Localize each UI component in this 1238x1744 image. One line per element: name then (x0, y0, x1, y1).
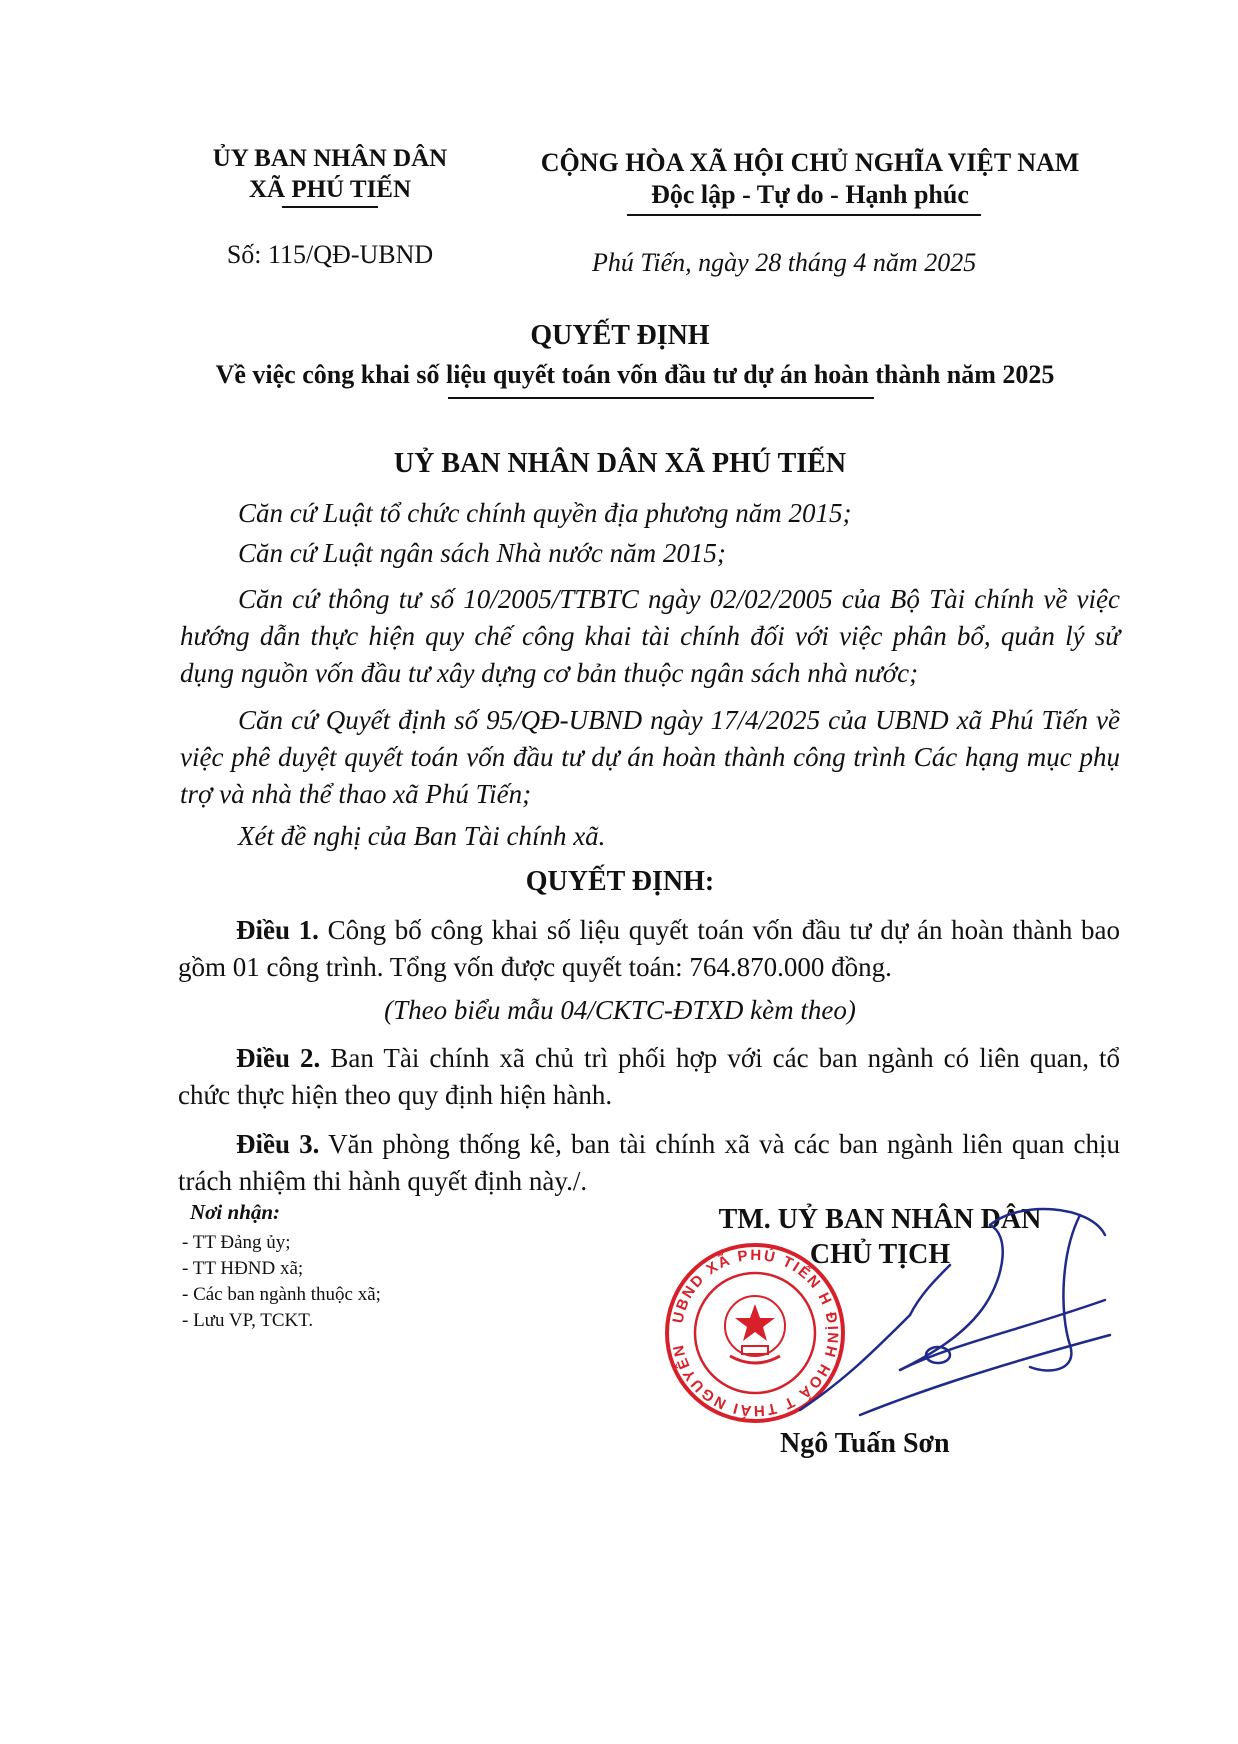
attachment-note: (Theo biểu mẫu 04/CKTC-ĐTXD kèm theo) (384, 995, 856, 1025)
basis-2: Căn cứ Luật ngân sách Nhà nước năm 2015; (238, 538, 726, 568)
recipient-item: - TT HĐND xã; (182, 1258, 304, 1279)
article-3-text: Văn phòng thống kê, ban tài chính xã và các ban ngành liên quan chịu trách nhiệm thi hành quyết định này./. (178, 1129, 1120, 1196)
recipient-item: - Lưu VP, TCKT. (182, 1310, 314, 1331)
national-title: CỘNG HÒA XÃ HỘI CHỦ NGHĨA VIỆT NAM (540, 148, 1080, 177)
svg-text:UBND XÃ PHÚ TIẾN H ĐỊNH HOÁ T: UBND XÃ PHÚ TIẾN H ĐỊNH HOÁ T THÁI NGUYÊN (669, 1246, 842, 1420)
signer-name: Ngô Tuấn Sơn (780, 1428, 950, 1459)
signer-position: CHỦ TỊCH (809, 1239, 951, 1270)
handwritten-signature-icon (760, 1195, 1120, 1455)
basis-1: Căn cứ Luật tổ chức chính quyền địa phương năm 2015; (238, 498, 852, 528)
subtitle-underline (448, 397, 874, 399)
signer-title: TM. UỶ BAN NHÂN DÂN (718, 1204, 1042, 1235)
agency-name: ỦY BAN NHÂN DÂN (212, 145, 448, 172)
agency-underline (282, 206, 378, 208)
document-title: QUYẾT ĐỊNH (530, 320, 710, 351)
article-3-label: Điều 3. (236, 1129, 320, 1159)
issuing-authority: UỶ BAN NHÂN DÂN XÃ PHÚ TIẾN (393, 448, 847, 479)
recipient-item: - Các ban ngành thuộc xã; (182, 1284, 381, 1305)
document-subtitle: Về việc công khai số liệu quyết toán vốn đầu tư dự án hoàn thành năm 2025 (215, 360, 1055, 389)
motto-underline (627, 214, 981, 216)
article-1-label: Điều 1. (236, 915, 319, 945)
national-motto: Độc lập - Tự do - Hạnh phúc (651, 180, 969, 209)
basis-4: Căn cứ Quyết định số 95/QĐ-UBND ngày 17/4/2025 của UBND xã Phú Tiến về việc phê duyệt quyết toán vốn đầu tư dự án hoàn thành công trình Các hạng mục phụ trợ và nhà thể thao xã Phú Tiến; (180, 705, 1120, 809)
agency-commune: XÃ PHÚ TIẾN (248, 176, 412, 203)
decision-heading: QUYẾT ĐỊNH: (525, 866, 715, 897)
basis-3: Căn cứ thông tư số 10/2005/TTBTC ngày 02/02/2005 của Bộ Tài chính về việc hướng dẫn thực hiện quy chế công khai tài chính đối với việc phân bổ, quản lý sử dụng nguồn vốn đầu tư xây dựng cơ bản thuộc ngân sách nhà nước; (180, 584, 1120, 688)
article-1-text: Công bố công khai số liệu quyết toán vốn đầu tư dự án hoàn thành bao gồm 01 công trình. Tổng vốn được quyết toán: 764.870.000 đồng. (178, 915, 1120, 982)
article-2-text: Ban Tài chính xã chủ trì phối hợp với các ban ngành có liên quan, tổ chức thực hiện theo quy định hiện hành. (178, 1043, 1120, 1110)
article-2 (178, 1040, 1120, 1114)
recipients-list (182, 1230, 381, 1334)
basis-5: Xét đề nghị của Ban Tài chính xã. (238, 821, 606, 851)
article-2-label: Điều 2. (236, 1043, 321, 1073)
article-1 (178, 912, 1120, 986)
article-3 (178, 1126, 1120, 1200)
recipient-item: - TT Đảng ủy; (182, 1232, 291, 1253)
document-number: Số: 115/QĐ-UBND (226, 240, 434, 269)
recipients-title: Nơi nhận: (190, 1200, 281, 1224)
document-date: Phú Tiến, ngày 28 tháng 4 năm 2025 (592, 248, 977, 277)
